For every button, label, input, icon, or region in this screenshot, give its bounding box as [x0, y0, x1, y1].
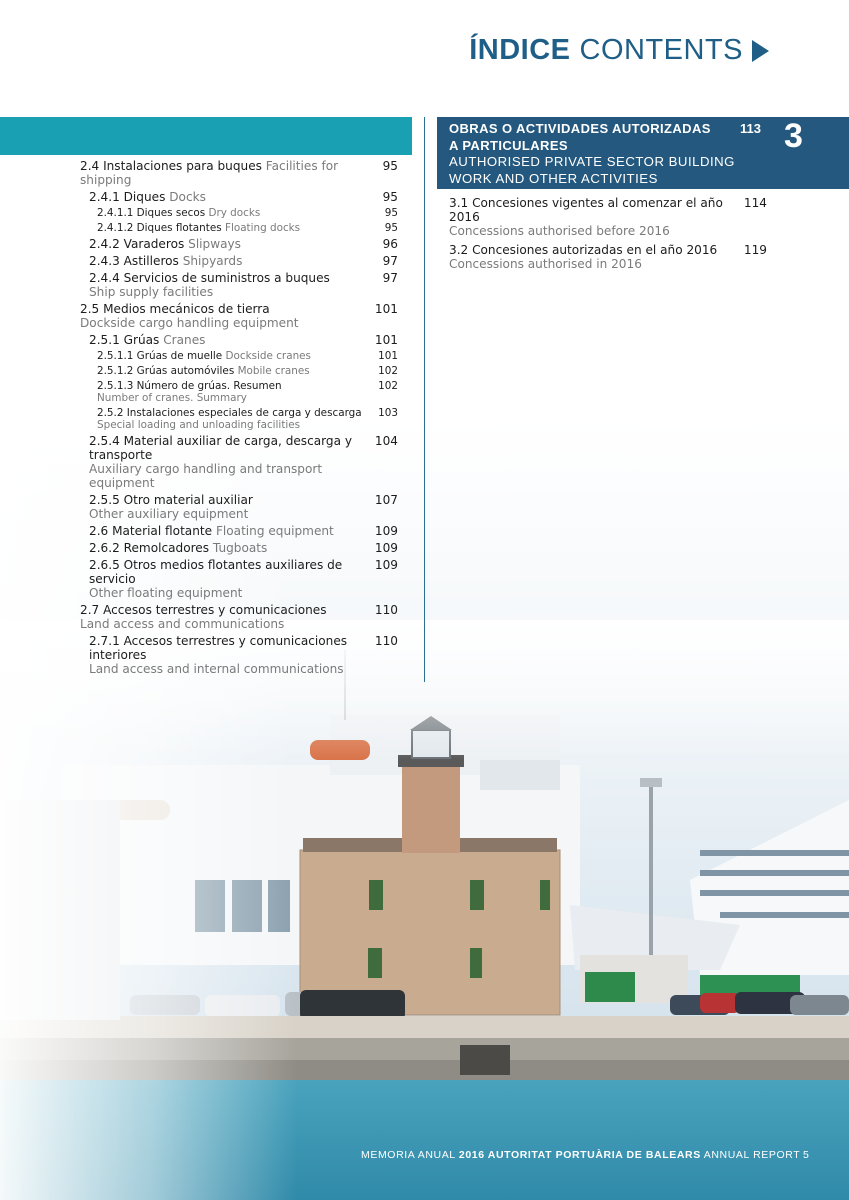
entry-title-en: Ship supply facilities [89, 285, 214, 299]
entry-page: 96 [382, 237, 398, 251]
footer-bold: 2016 AUTORITAT PORTUÀRIA DE BALEARS [458, 1149, 701, 1161]
toc-entry[interactable] [449, 196, 767, 238]
entry-page: 95 [384, 222, 398, 234]
entry-title-es: 2.6 Material flotante [89, 524, 213, 538]
entry-title-en: Land access and communications [80, 617, 285, 631]
entry-page: 101 [378, 350, 398, 362]
entry-page: 110 [374, 634, 398, 648]
toc-right-column [449, 196, 767, 276]
toc-entry[interactable] [80, 222, 398, 234]
toc-left-column [80, 159, 398, 679]
entry-title-en: Mobile cranes [237, 365, 310, 377]
entry-title-en: Concessions authorised in 2016 [449, 257, 642, 271]
entry-page: 101 [374, 302, 398, 316]
toc-entry[interactable] [80, 634, 398, 676]
toc-entry[interactable] [80, 558, 398, 600]
toc-entry[interactable] [80, 365, 398, 377]
entry-page: 97 [382, 254, 398, 268]
entry-page: 109 [374, 524, 398, 538]
entry-title-en: Number of cranes. Summary [97, 392, 247, 404]
toc-entry[interactable] [80, 603, 398, 631]
entry-title-es: 2.6.2 Remolcadores [89, 541, 210, 555]
entry-page: 102 [378, 380, 398, 392]
toc-entry[interactable] [80, 524, 398, 538]
toc-entry[interactable] [80, 159, 398, 187]
entry-page: 109 [374, 541, 398, 555]
toc-entry[interactable] [80, 190, 398, 204]
header-title-en: CONTENTS [579, 34, 743, 66]
entry-page: 102 [378, 365, 398, 377]
chapter-number: 3 [784, 117, 803, 155]
toc-entry[interactable] [80, 254, 398, 268]
entry-title-es: 2.4.1 Diques [89, 190, 166, 204]
entry-page: 104 [374, 434, 398, 448]
toc-entry[interactable] [80, 271, 398, 299]
toc-entry[interactable] [449, 243, 767, 271]
toc-entry[interactable] [80, 541, 398, 555]
entry-title-es: 2.5.1.3 Número de grúas. Resumen [97, 380, 282, 392]
page-header [469, 34, 769, 67]
chapter-title-es: OBRAS O ACTIVIDADES AUTORIZADAS A PARTICULARES [449, 121, 711, 153]
page-number: 5 [803, 1149, 809, 1161]
entry-title-en: Shipyards [182, 254, 243, 268]
entry-title-en: Cranes [163, 333, 206, 347]
footer-pre: MEMORIA ANUAL [361, 1149, 456, 1161]
entry-page: 110 [374, 603, 398, 617]
chapter-3-box[interactable] [437, 117, 849, 189]
entry-title-es: 2.6.5 Otros medios flotantes auxiliares de servicio [89, 558, 343, 586]
entry-page: 95 [382, 190, 398, 204]
entry-page: 114 [743, 196, 767, 210]
entry-title-es: 2.5.5 Otro material auxiliar [89, 493, 253, 507]
entry-title-es: 2.5.2 Instalaciones especiales de carga y descarga [97, 407, 362, 419]
entry-title-en: Dockside cargo handling equipment [80, 316, 299, 330]
entry-page: 101 [374, 333, 398, 347]
entry-title-en: Auxiliary cargo handling and transport equipment [89, 462, 323, 490]
entry-title-es: 2.7 Accesos terrestres y comunicaciones [80, 603, 327, 617]
entry-title-es: 3.1 Concesiones vigentes al comenzar el año 2016 [449, 196, 723, 224]
footer-post: ANNUAL REPORT [703, 1149, 801, 1161]
entry-title-en: Concessions authorised before 2016 [449, 224, 670, 238]
entry-page: 119 [743, 243, 767, 257]
toc-entry[interactable] [80, 407, 398, 431]
toc-entry[interactable] [80, 237, 398, 251]
toc-entry[interactable] [80, 493, 398, 521]
entry-title-en: Other floating equipment [89, 586, 243, 600]
toc-entry[interactable] [80, 333, 398, 347]
toc-entry[interactable] [80, 434, 398, 490]
entry-title-es: 2.4 Instalaciones para buques [80, 159, 262, 173]
entry-title-en: Special loading and unloading facilities [97, 419, 301, 431]
entry-title-en: Tugboats [212, 541, 268, 555]
entry-page: 95 [382, 159, 398, 173]
entry-title-en: Facilities for shipping [80, 159, 339, 187]
entry-page: 95 [384, 207, 398, 219]
header-title-es: ÍNDICE [469, 34, 571, 66]
toc-entry[interactable] [80, 302, 398, 330]
entry-page: 107 [374, 493, 398, 507]
entry-title-es: 2.5.1 Grúas [89, 333, 160, 347]
entry-title-es: 2.5.1.1 Grúas de muelle [97, 350, 223, 362]
entry-title-es: 2.4.1.2 Diques flotantes [97, 222, 222, 234]
toc-entry[interactable] [80, 207, 398, 219]
entry-title-es: 2.4.1.1 Diques secos [97, 207, 206, 219]
entry-title-en: Dockside cranes [225, 350, 311, 362]
entry-page: 109 [374, 558, 398, 572]
entry-title-en: Docks [169, 190, 206, 204]
entry-title-es: 3.2 Concesiones autorizadas en el año 2016 [449, 243, 718, 257]
toc-entry[interactable] [80, 380, 398, 404]
section-bar [0, 117, 412, 155]
chapter-page: 113 [740, 121, 761, 136]
play-arrow-icon [752, 40, 769, 62]
entry-title-en: Dry docks [208, 207, 261, 219]
entry-page: 103 [378, 407, 398, 419]
entry-page: 97 [382, 271, 398, 285]
toc-entry[interactable] [80, 350, 398, 362]
entry-title-en: Slipways [188, 237, 241, 251]
chapter-title-en: AUTHORISED PRIVATE SECTOR BUILDING WORK AND OTHER ACTIVITIES [449, 154, 735, 186]
column-divider [424, 117, 425, 682]
page-footer [361, 1149, 800, 1161]
entry-title-es: 2.4.2 Varaderos [89, 237, 185, 251]
entry-title-es: 2.5.1.2 Grúas automóviles [97, 365, 235, 377]
entry-title-en: Land access and internal communications [89, 662, 344, 676]
entry-title-es: 2.7.1 Accesos terrestres y comunicaciones interiores [89, 634, 348, 662]
entry-title-en: Floating docks [224, 222, 301, 234]
entry-title-es: 2.4.3 Astilleros [89, 254, 179, 268]
entry-title-es: 2.5.4 Material auxiliar de carga, descarga y transporte [89, 434, 353, 462]
entry-title-en: Floating equipment [215, 524, 334, 538]
entry-title-en: Other auxiliary equipment [89, 507, 249, 521]
entry-title-es: 2.4.4 Servicios de suministros a buques [89, 271, 330, 285]
entry-title-es: 2.5 Medios mecánicos de tierra [80, 302, 270, 316]
